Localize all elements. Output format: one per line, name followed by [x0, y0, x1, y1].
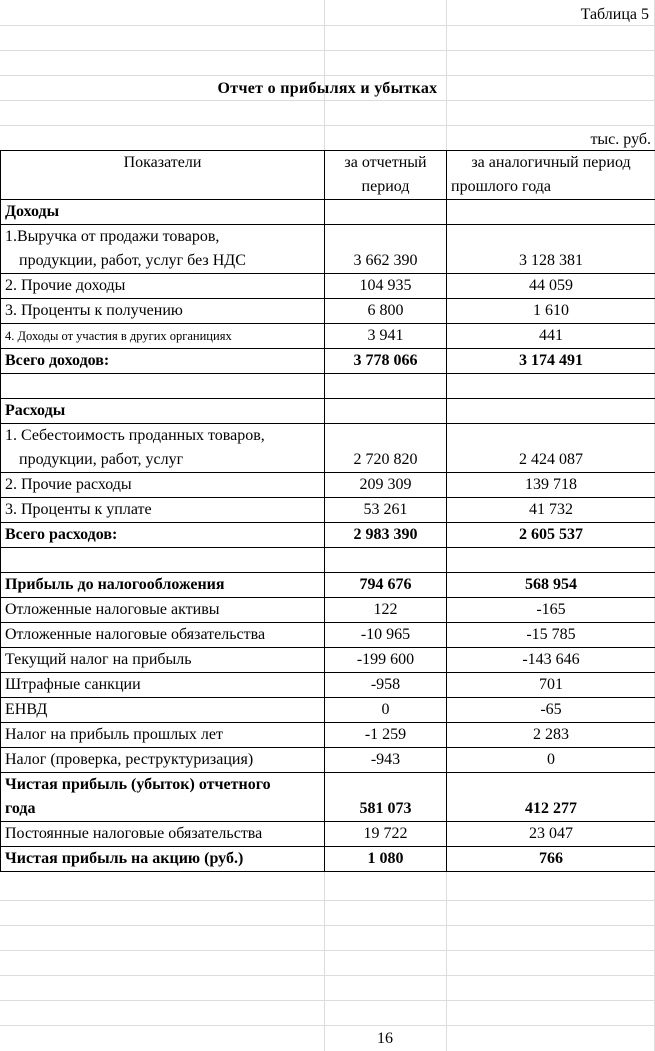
row-label: 1. Себестоимость проданных товаров,: [1, 424, 325, 449]
value-previous: 1 610: [447, 299, 655, 324]
row-label: 4. Доходы от участия в других органициях: [1, 324, 325, 349]
table-row: [1, 324, 655, 349]
value-current: 581 073: [325, 797, 447, 822]
value-current: 209 309: [325, 473, 447, 498]
value-previous: 23 047: [447, 822, 655, 847]
table-row: [1, 673, 655, 698]
table-row: [1, 299, 655, 324]
value-previous: 139 718: [447, 473, 655, 498]
value-previous: 2 283: [447, 723, 655, 748]
section-heading-expenses: Расходы: [1, 399, 325, 424]
table-row: [1, 473, 655, 498]
page-number: 16: [377, 1030, 393, 1047]
value-previous: 412 277: [447, 797, 655, 822]
value-previous: 766: [447, 847, 655, 872]
table-row: [1, 822, 655, 847]
table-row-pretax-profit: [1, 573, 655, 598]
row-label: Постоянные налоговые обязательства: [1, 822, 325, 847]
value-current: -958: [325, 673, 447, 698]
table-row: [1, 225, 655, 250]
table-row: [1, 748, 655, 773]
report-title: Отчет о прибылях и убытках: [217, 80, 438, 97]
value-previous: 3 128 381: [447, 249, 655, 274]
value-previous: 441: [447, 324, 655, 349]
value-previous: 44 059: [447, 274, 655, 299]
gridline: [0, 1000, 655, 1001]
header-previous-line2: прошлого года: [447, 175, 655, 200]
table-row: [1, 448, 655, 473]
gridline: [0, 50, 655, 51]
value-current: 2 983 390: [325, 523, 447, 548]
value-current: 0: [325, 698, 447, 723]
gridline: [0, 975, 655, 976]
row-label: Всего доходов:: [1, 349, 325, 374]
section-heading-income: Доходы: [1, 200, 325, 225]
gridline: [0, 900, 655, 901]
value-previous: -143 646: [447, 648, 655, 673]
table-row-eps: [1, 847, 655, 872]
row-label: Прибыль до налогообложения: [1, 573, 325, 598]
value-previous: 0: [447, 748, 655, 773]
gridline: [0, 125, 655, 126]
row-label: года: [1, 797, 325, 822]
table-row: [1, 598, 655, 623]
value-previous: 568 954: [447, 573, 655, 598]
row-label: ЕНВД: [1, 698, 325, 723]
row-label: Всего расходов:: [1, 523, 325, 548]
table-number-label: Таблица 5: [580, 6, 649, 23]
value-current: 3 941: [325, 324, 447, 349]
table-row: [1, 399, 655, 424]
income-statement-table: [0, 150, 655, 872]
table-row-empty: [1, 374, 655, 399]
row-label: продукции, работ, услуг: [1, 448, 325, 473]
row-label: 1.Выручка от продажи товаров,: [1, 225, 325, 250]
table-row: [1, 648, 655, 673]
value-previous: -65: [447, 698, 655, 723]
row-label: 3. Проценты к получению: [1, 299, 325, 324]
value-current: 19 722: [325, 822, 447, 847]
value-previous: 41 732: [447, 498, 655, 523]
row-label: Налог на прибыль прошлых лет: [1, 723, 325, 748]
value-current: -199 600: [325, 648, 447, 673]
value-current: -943: [325, 748, 447, 773]
row-label: 2. Прочие расходы: [1, 473, 325, 498]
header-current-line2: период: [325, 175, 447, 200]
table-row-total-expenses: [1, 523, 655, 548]
table-header-row: [1, 175, 655, 200]
value-previous: 2 605 537: [447, 523, 655, 548]
gridline: [0, 950, 655, 951]
units-label: тыс. руб.: [590, 131, 651, 148]
table-header-row: [1, 151, 655, 176]
row-label: Отложенные налоговые активы: [1, 598, 325, 623]
gridline: [0, 925, 655, 926]
value-current: -1 259: [325, 723, 447, 748]
row-label: Чистая прибыль (убыток) отчетного: [1, 773, 325, 798]
row-label: 3. Проценты к уплате: [1, 498, 325, 523]
table-row: [1, 623, 655, 648]
table-row: [1, 498, 655, 523]
header-indicator: Показатели: [1, 151, 325, 176]
row-label: продукции, работ, услуг без НДС: [1, 249, 325, 274]
table-row: [1, 424, 655, 449]
row-label: Текущий налог на прибыль: [1, 648, 325, 673]
value-current: 1 080: [325, 847, 447, 872]
value-previous: -15 785: [447, 623, 655, 648]
row-label: Отложенные налоговые обязательства: [1, 623, 325, 648]
value-current: 6 800: [325, 299, 447, 324]
row-label: Штрафные санкции: [1, 673, 325, 698]
table-row: [1, 698, 655, 723]
row-label: Налог (проверка, реструктуризация): [1, 748, 325, 773]
value-current: 3 778 066: [325, 349, 447, 374]
value-current: 122: [325, 598, 447, 623]
table-row: [1, 723, 655, 748]
table-row-net-profit: [1, 797, 655, 822]
value-current: 104 935: [325, 274, 447, 299]
value-previous: 3 174 491: [447, 349, 655, 374]
value-previous: 701: [447, 673, 655, 698]
table-row: [1, 249, 655, 274]
table-row-empty: [1, 548, 655, 573]
header-current-line1: за отчетный: [325, 151, 447, 176]
row-label: Чистая прибыль на акцию (руб.): [1, 847, 325, 872]
value-current: -10 965: [325, 623, 447, 648]
row-label: 2. Прочие доходы: [1, 274, 325, 299]
value-current: 794 676: [325, 573, 447, 598]
table-row: [1, 200, 655, 225]
value-current: 53 261: [325, 498, 447, 523]
value-previous: -165: [447, 598, 655, 623]
table-row-net-profit: [1, 773, 655, 798]
value-current: 2 720 820: [325, 448, 447, 473]
table-row-total-income: [1, 349, 655, 374]
value-previous: 2 424 087: [447, 448, 655, 473]
gridline: [0, 25, 655, 26]
table-row: [1, 274, 655, 299]
value-current: 3 662 390: [325, 249, 447, 274]
header-previous-line1: за аналогичный период: [447, 151, 655, 176]
